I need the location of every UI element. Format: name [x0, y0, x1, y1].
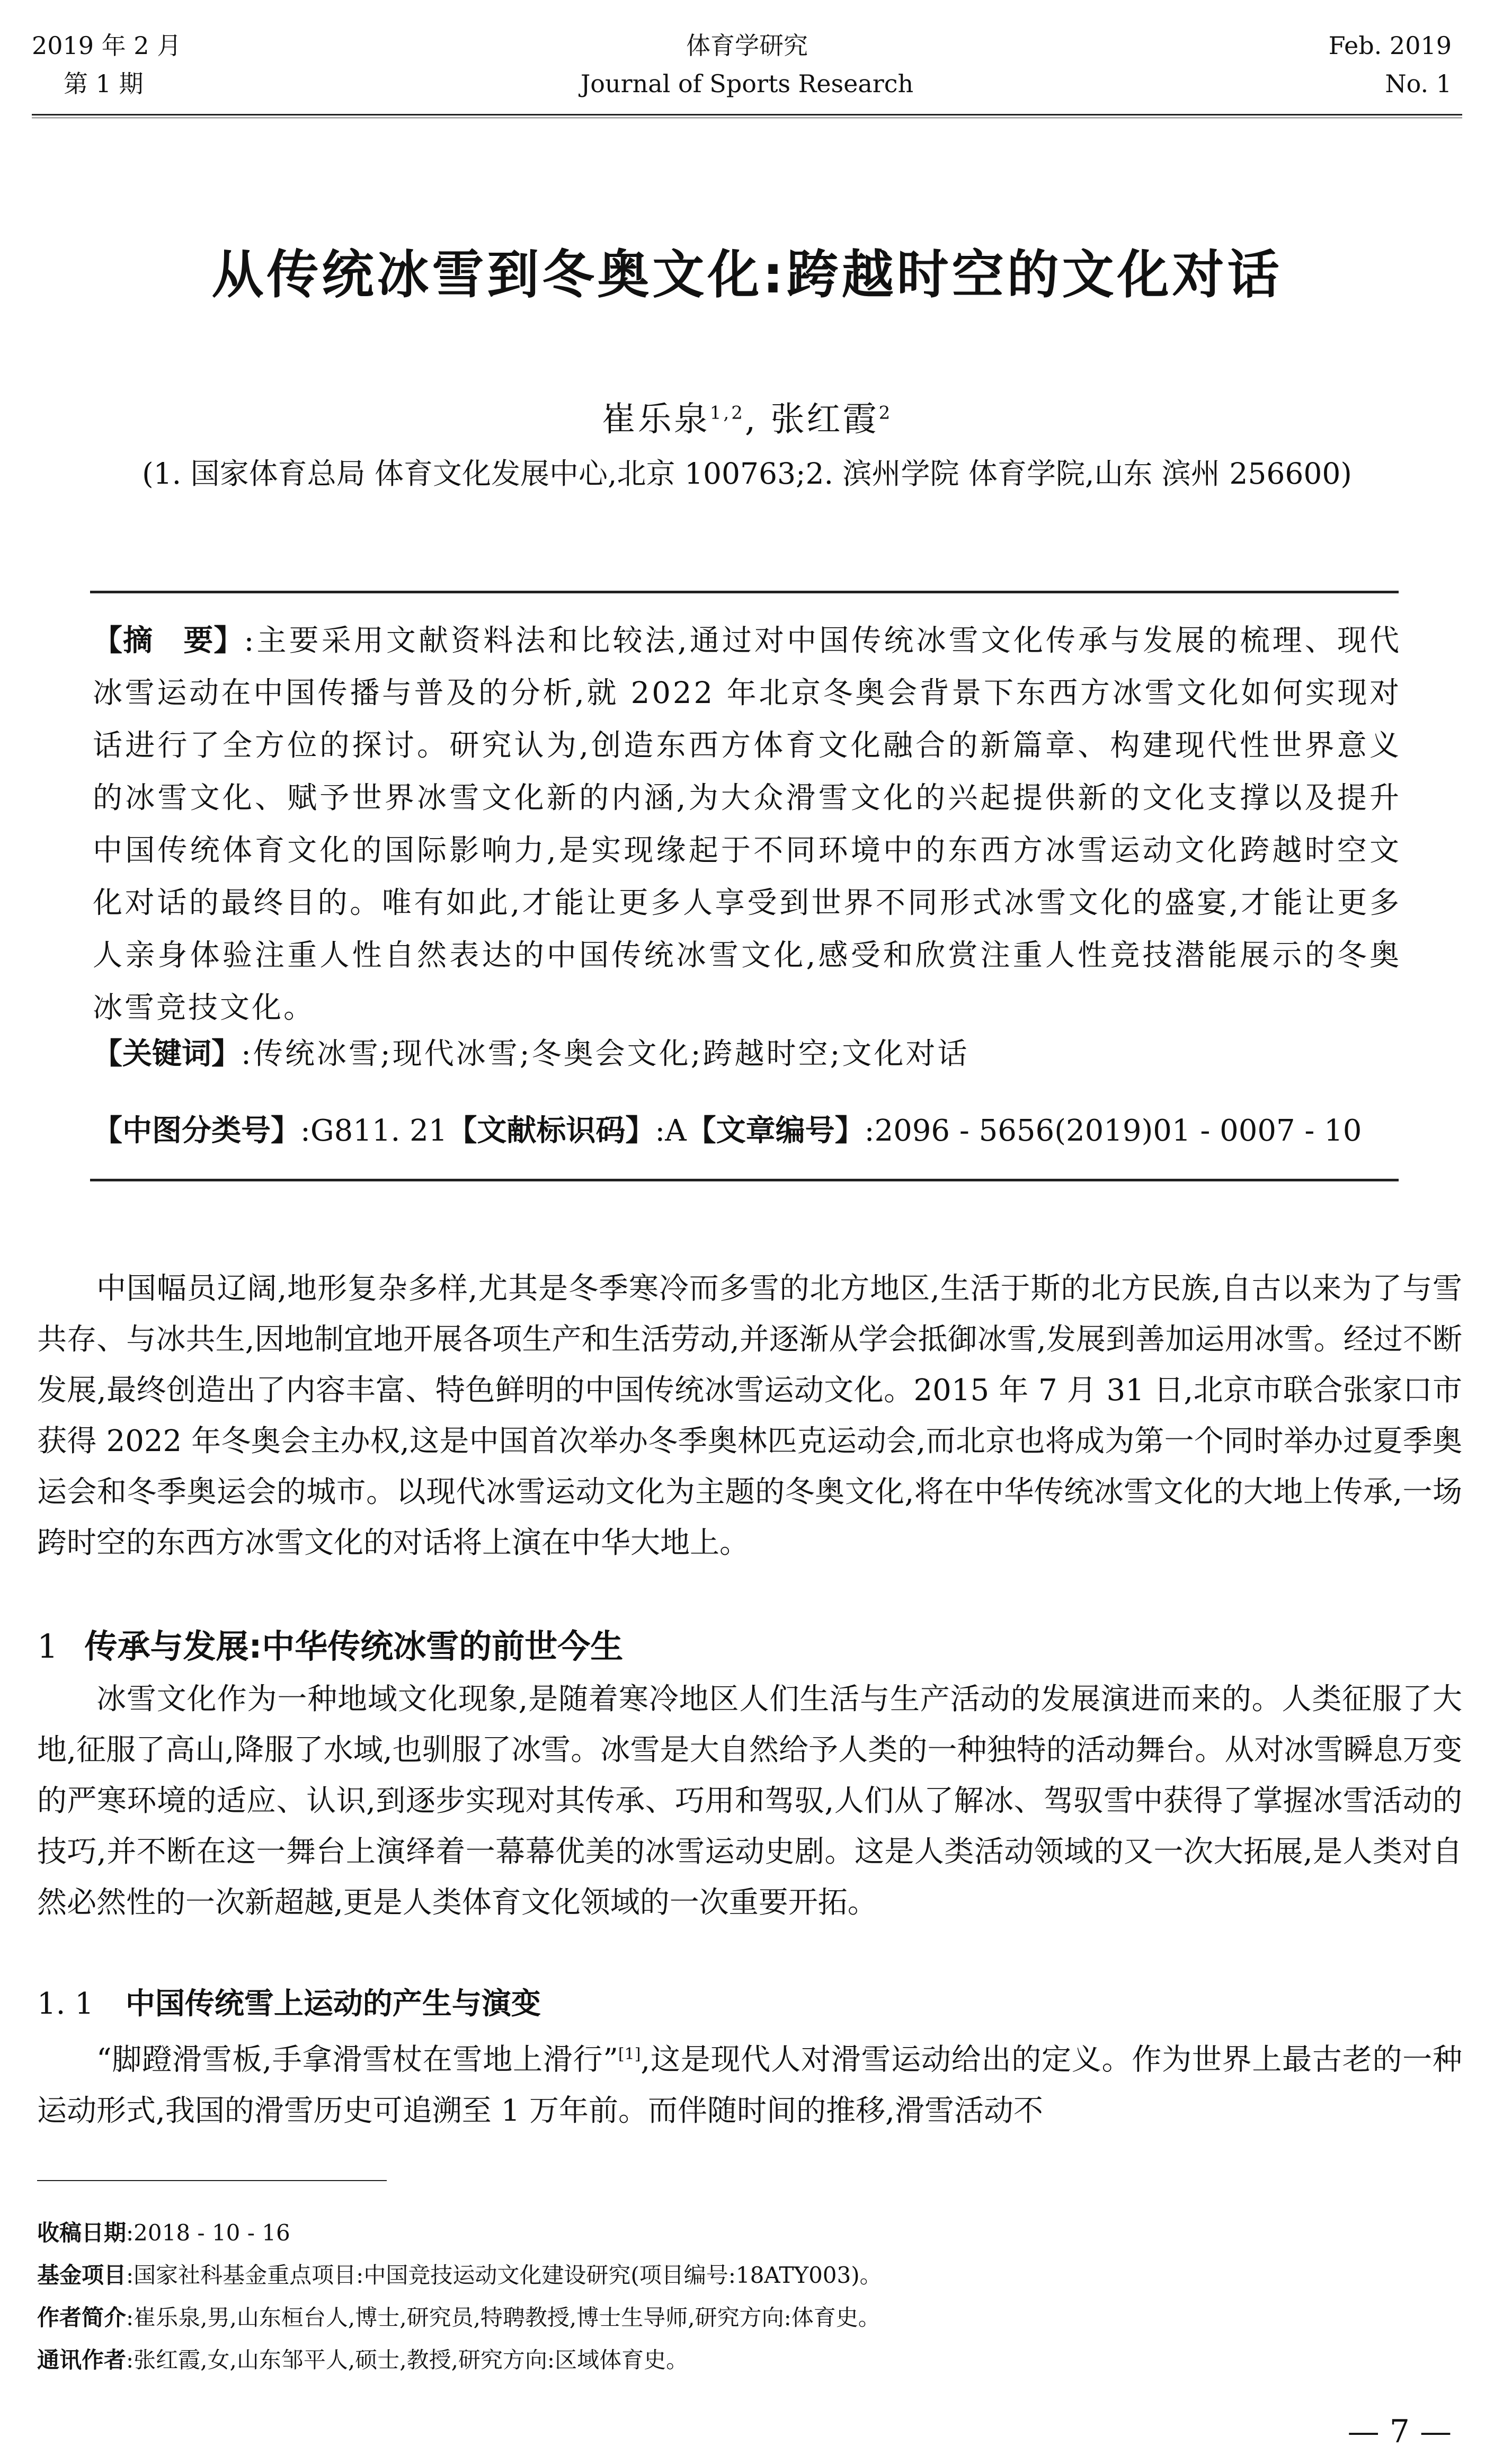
abstract-text: :主要采用文献资料法和比较法,通过对中国传统冰雪文化传承与发展的梳理、现代冰雪运动在中国传播与普及的分析,就 2022 年北京冬奥会背景下东西方冰雪文化如何实现对话进行了全方位的探讨。研究认为,创造东西方体育文化融合的新篇章、构建现代性世界意义的冰雪文化、赋予世界冰雪文化新的内涵,为大众滑雪文化的兴起提供新的文化支撑以及提升中国传统体育文化的国际影响力,是实现缘起于不同环境中的东西方冰雪运动文化跨越时空文化对话的最终目的。唯有如此,才能让更多人享受到世界不同形式冰雪文化的盛宴,才能让更多人亲身体验注重人性自然表达的中国传统冰雪文化,感受和欣赏注重人性竞技潜能展示的冬奥冰雪竞技文化。 [93, 624, 1401, 1025]
doc-code-label: 【文献标识码】 [447, 1114, 655, 1148]
header-number-en: No. 1 [1385, 69, 1452, 98]
paragraph-text: ,这是现代人对滑雪运动给出的定义。作为世界上最古老的一种运动形式,我国的滑雪历史可追溯至 1 万年前。而伴随时间的推移,滑雪活动不 [37, 2042, 1462, 2128]
clc-label: 【中图分类号】 [93, 1114, 300, 1148]
footnote-value: :张红霞,女,山东邹平人,硕士,教授,研究方向:区域体育史。 [126, 2347, 689, 2373]
footnote-value: :国家社科基金重点项目:中国竞技运动文化建设研究(项目编号:18ATY003)。 [126, 2262, 882, 2288]
page-number: — 7 — [1347, 2413, 1452, 2450]
paragraph-text: “脚蹬滑雪板,手拿滑雪杖在雪地上滑行” [96, 2042, 618, 2077]
doc-code-value: :A [655, 1114, 687, 1148]
author-name: 张红霞 [770, 400, 879, 439]
footnote-corresponding [37, 2344, 1462, 2376]
abstract-top-rule [90, 591, 1399, 593]
keywords-label: 【关键词】 [93, 1037, 241, 1071]
header-issue-cn: 第 1 期 [64, 69, 144, 98]
article-number-value: :2096 - 5656(2019)01 - 0007 - 10 [864, 1114, 1362, 1148]
footnote-rule [37, 2180, 387, 2181]
classification-line [93, 1105, 1401, 1157]
footnote-author-bio [37, 2302, 1462, 2334]
clc-value: :G811. 21 [300, 1114, 448, 1148]
author-affiliations: (1. 国家体育总局 体育文化发展中心,北京 100763;2. 滨州学院 体育学院,山东 滨州 256600) [142, 457, 1352, 491]
header-journal-cn: 体育学研究 [686, 31, 808, 60]
intro-paragraph: 中国幅员辽阔,地形复杂多样,尤其是冬季寒冷而多雪的北方地区,生活于斯的北方民族,自古以来为了与雪共存、与冰共生,因地制宜地开展各项生产和生活劳动,并逐渐从学会抵御冰雪,发展到善加运用冰雪。经过不断发展,最终创造出了内容丰富、特色鲜明的中国传统冰雪运动文化。2015 年 7 月 31 日,北京市联合张家口市获得 2022 年冬奥会主办权,这是中国首次举办冬季奥林匹克运动会,而北京也将成为第一个同时举办过夏季奥运会和冬季奥运会的城市。以现代冰雪运动文化为主题的冬奥文化,将在中华传统冰雪文化的大地上传承,一场跨时空的东西方冰雪文化的对话将上演在中华大地上。 [37, 1271, 1462, 1560]
footnote-label: 作者简介 [37, 2305, 127, 2330]
footnote-value: :2018 - 10 - 16 [126, 2220, 290, 2246]
abstract-bottom-rule [90, 1179, 1399, 1181]
citation-marker: [1] [618, 2045, 641, 2063]
subsection-title: 中国传统雪上运动的产生与演变 [125, 1987, 541, 2021]
header-issue-en [1329, 26, 1452, 103]
author-affiliation-mark: 2 [878, 402, 893, 424]
section-title: 传承与发展:中华传统冰雪的前世今生 [84, 1627, 624, 1666]
keywords-text: :传统冰雪;现代冰雪;冬奥会文化;跨越时空;文化对话 [241, 1037, 970, 1071]
subsection-heading [37, 1979, 541, 2030]
section-number: 1 [37, 1627, 58, 1666]
footnote-value: :崔乐泉,男,山东桓台人,博士,研究员,特聘教授,博士生导师,研究方向:体育史。 [126, 2305, 881, 2330]
author-separator: , [744, 400, 771, 439]
article-title: 从传统冰雪到冬奥文化:跨越时空的文化对话 [211, 245, 1283, 305]
author-line [0, 392, 1494, 441]
author-name: 崔乐泉 [601, 400, 710, 439]
footnote-label: 基金项目 [37, 2262, 127, 2288]
subsection-number: 1. 1 [37, 1987, 94, 2021]
keywords [93, 1028, 1401, 1080]
header-journal-name [0, 26, 1494, 103]
section-paragraph: 冰雪文化作为一种地域文化现象,是随着寒冷地区人们生活与生产活动的发展演进而来的。人类征服了大地,征服了高山,降服了水域,也驯服了冰雪。冰雪是大自然给予人类的一种独特的活动舞台。从对冰雪瞬息万变的严寒环境的适应、认识,到逐步实现对其传承、巧用和驾驭,人们从了解冰、驾驭雪中获得了掌握冰雪活动的技巧,并不断在这一舞台上演绎着一幕幕优美的冰雪运动史剧。这是人类活动领域的又一次大拓展,是人类对自然必然性的一次新超越,更是人类体育文化领域的一次重要开拓。 [37, 1682, 1462, 1920]
subsection-paragraph [37, 2029, 1462, 2137]
footnote-label: 通讯作者 [37, 2347, 127, 2373]
footnote-fund [37, 2260, 1462, 2291]
section-heading [37, 1621, 623, 1672]
abstract-label: 【摘 要】 [93, 624, 244, 658]
header-date-en: Feb. 2019 [1328, 31, 1452, 60]
header-date-cn: 2019 年 2 月 [32, 31, 182, 60]
header-rule [32, 114, 1462, 115]
header-journal-en: Journal of Sports Research [580, 69, 914, 98]
abstract [93, 615, 1401, 1034]
author-affiliation-mark: 1,2 [709, 402, 745, 424]
footnote-label: 收稿日期 [37, 2220, 127, 2246]
footnote-received [37, 2217, 1462, 2249]
article-number-label: 【文章编号】 [686, 1114, 865, 1148]
